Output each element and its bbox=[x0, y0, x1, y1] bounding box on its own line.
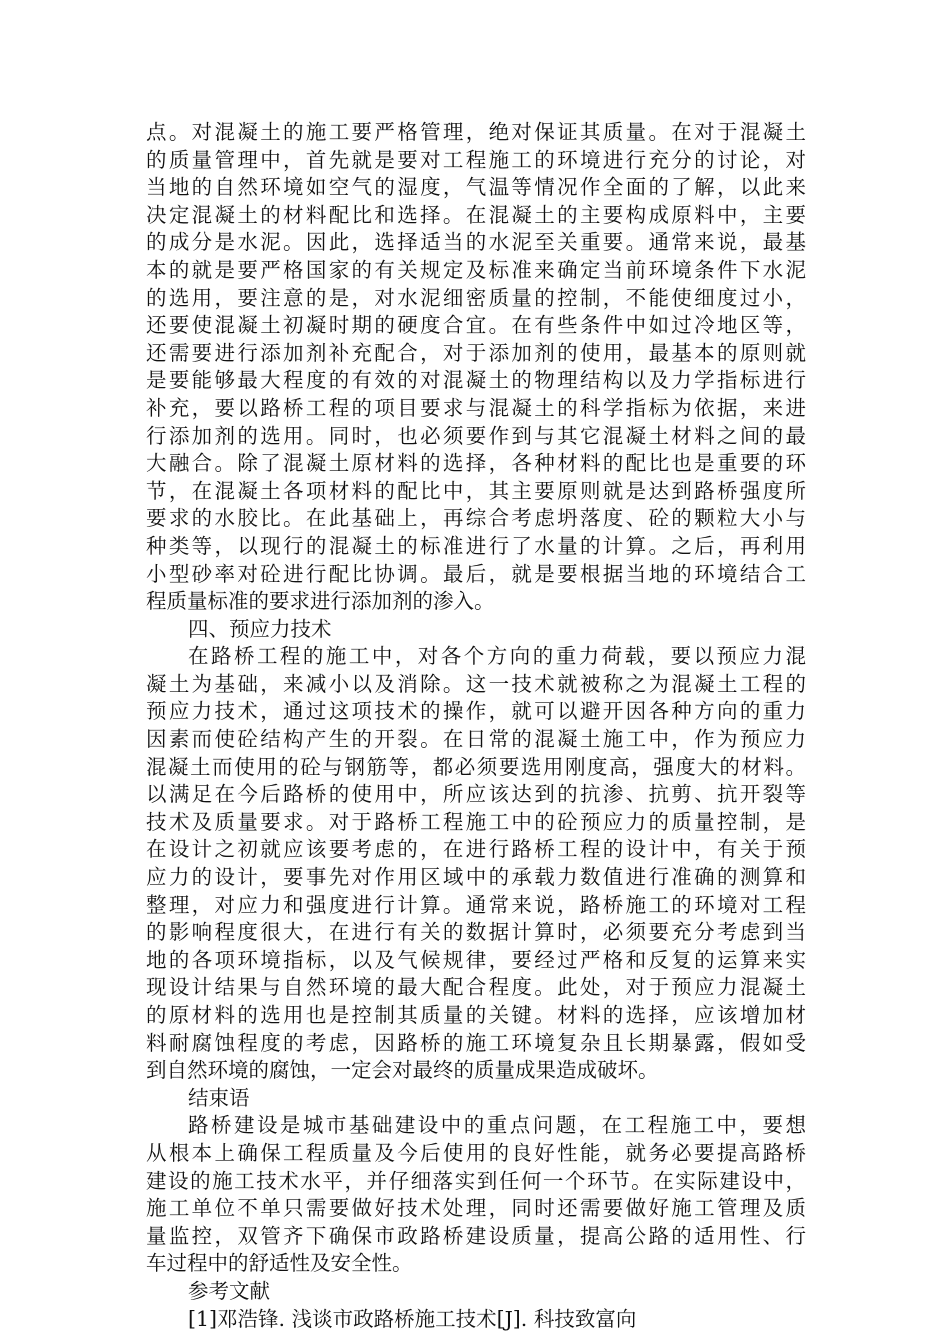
text-line: 的选用，要注意的是，对水泥细密质量的控制，不能使细度过小， bbox=[146, 285, 806, 310]
reference-item: [1]邓浩锋. 浅谈市政路桥施工技术[J]. 科技致富向 bbox=[188, 1306, 637, 1331]
text-line: 车过程中的舒适性及安全性。 bbox=[146, 1251, 413, 1276]
text-line: 还需要进行添加剂补充配合，对于添加剂的使用，最基本的原则就 bbox=[146, 340, 806, 365]
text-line: 到自然环境的腐蚀，一定会对最终的质量成果造成破坏。 bbox=[146, 1058, 659, 1083]
section-heading-prestress: 四、预应力技术 bbox=[188, 616, 332, 641]
text-line: 程质量标准的要求进行添加剂的渗入。 bbox=[146, 589, 495, 614]
text-line: 小型砂率对砼进行配比协调。最后，就是要根据当地的环境结合工 bbox=[146, 561, 806, 586]
paragraph-conclusion bbox=[146, 1112, 806, 1278]
text-line: 在路桥工程的施工中，对各个方向的重力荷载，要以预应力混 bbox=[188, 644, 806, 669]
text-line: 决定混凝土的材料配比和选择。在混凝土的主要构成原料中，主要 bbox=[146, 202, 806, 227]
text-line: 整理，对应力和强度进行计算。通常来说，路桥施工的环境对工程 bbox=[146, 892, 806, 917]
text-line: 因素而使砼结构产生的开裂。在日常的混凝土施工中，作为预应力 bbox=[146, 727, 806, 752]
text-line: 混凝土而使用的砼与钢筋等，都必须要选用刚度高，强度大的材料。 bbox=[146, 754, 806, 779]
text-line: 本的就是要严格国家的有关规定及标准来确定当前环境条件下水泥 bbox=[146, 257, 806, 282]
text-line: 现设计结果与自然环境的最大配合程度。此处，对于预应力混凝土 bbox=[146, 975, 806, 1000]
text-line: 料耐腐蚀程度的考虑，因路桥的施工环境复杂且长期暴露，假如受 bbox=[146, 1030, 806, 1055]
text-line: 的影响程度很大，在进行有关的数据计算时，必须要充分考虑到当 bbox=[146, 920, 806, 945]
text-line: 是要能够最大程度的有效的对混凝土的物理结构以及力学指标进行 bbox=[146, 368, 806, 393]
text-line: 要求的水胶比。在此基础上，再综合考虑坍落度、砼的颗粒大小与 bbox=[146, 506, 806, 531]
text-line: 补充，要以路桥工程的项目要求与混凝土的科学指标为依据，来进 bbox=[146, 395, 806, 420]
text-line: 当地的自然环境如空气的湿度，气温等情况作全面的了解，以此来 bbox=[146, 175, 806, 200]
text-line: 地的各项环境指标，以及气候规律，要经过严格和反复的运算来实 bbox=[146, 947, 806, 972]
document-page bbox=[146, 119, 806, 1333]
section-heading-conclusion: 结束语 bbox=[188, 1085, 250, 1110]
text-line: 大融合。除了混凝土原材料的选择，各种材料的配比也是重要的环 bbox=[146, 451, 806, 476]
text-line: 还要使混凝土初凝时期的硬度合宜。在有些条件中如过冷地区等， bbox=[146, 313, 806, 338]
text-line: 在设计之初就应该要考虑的，在进行路桥工程的设计中，有关于预 bbox=[146, 837, 806, 862]
text-line: 建设的施工技术水平，并仔细落实到任何一个环节。在实际建设中， bbox=[146, 1168, 806, 1193]
text-line: 节，在混凝土各项材料的配比中，其主要原则就是达到路桥强度所 bbox=[146, 478, 806, 503]
paragraph-prestress bbox=[146, 643, 806, 1085]
text-line: 以满足在今后路桥的使用中，所应该达到的抗渗、抗剪、抗开裂等 bbox=[146, 782, 806, 807]
text-line: 的质量管理中，首先就是要对工程施工的环境进行充分的讨论，对 bbox=[146, 147, 806, 172]
section-heading-references: 参考文献 bbox=[188, 1278, 270, 1303]
text-line: 点。对混凝土的施工要严格管理，绝对保证其质量。在对于混凝土 bbox=[146, 120, 806, 144]
text-line: 的原材料的选用也是控制其质量的关键。材料的选择，应该增加材 bbox=[146, 1003, 806, 1027]
text-line: 凝土为基础，来减小以及消除。这一技术就被称之为混凝土工程的 bbox=[146, 671, 806, 696]
text-line: 量监控，双管齐下确保市政路桥建设质量，提高公路的适用性、行 bbox=[146, 1223, 806, 1248]
text-line: 技术及质量要求。对于路桥工程施工中的砼预应力的质量控制，是 bbox=[146, 809, 806, 834]
text-line: 路桥建设是城市基础建设中的重点问题，在工程施工中，要想 bbox=[188, 1113, 806, 1138]
text-line: 施工单位不单只需要做好技术处理，同时还需要做好施工管理及质 bbox=[146, 1196, 806, 1221]
text-line: 从根本上确保工程质量及今后使用的良好性能，就务必要提高路桥 bbox=[146, 1140, 806, 1165]
text-line: 种类等，以现行的混凝土的标准进行了水量的计算。之后，再利用 bbox=[146, 533, 806, 558]
text-line: 预应力技术，通过这项技术的操作，就可以避开因各种方向的重力 bbox=[146, 699, 806, 724]
paragraph-concrete-quality bbox=[146, 119, 806, 616]
text-line: 应力的设计，要事先对作用区域中的承载力数值进行准确的测算和 bbox=[146, 865, 806, 890]
text-line: 行添加剂的选用。同时，也必须要作到与其它混凝土材料之间的最 bbox=[146, 423, 806, 448]
text-line: 的成分是水泥。因此，选择适当的水泥至关重要。通常来说，最基 bbox=[146, 230, 806, 255]
